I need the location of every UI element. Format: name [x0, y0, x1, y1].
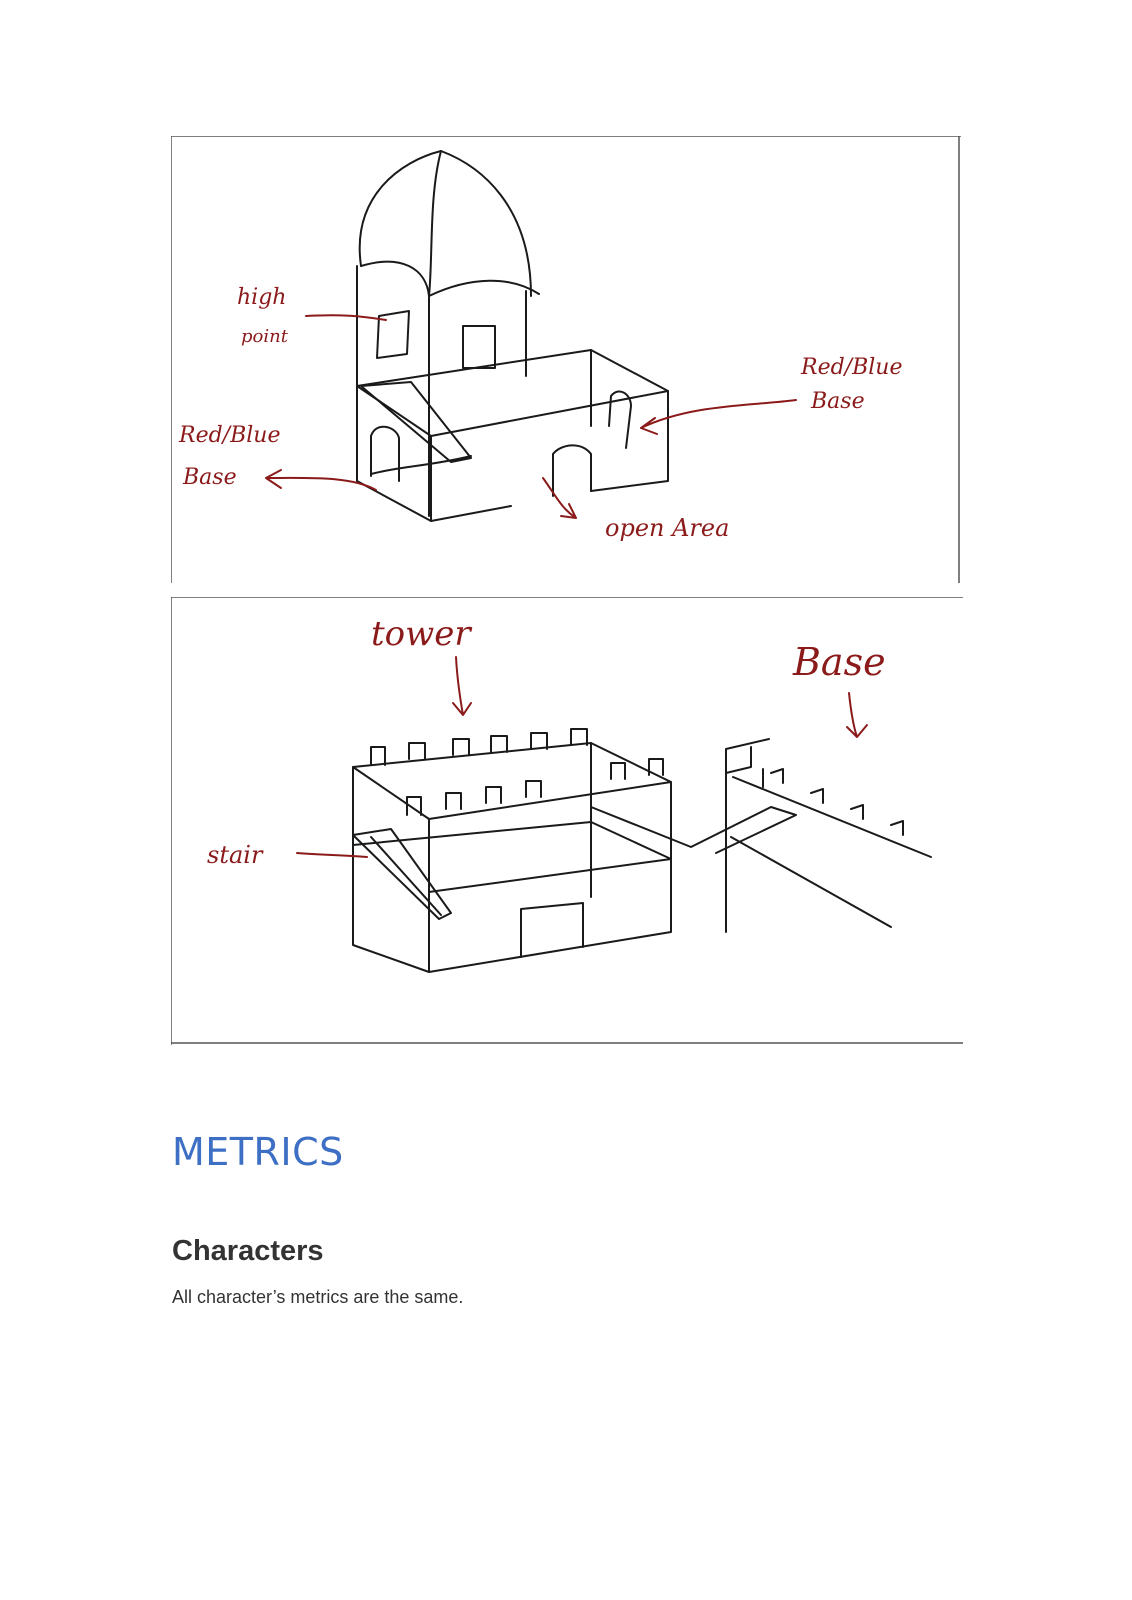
label-high: high	[237, 285, 287, 310]
arrow-right-base	[641, 400, 796, 434]
arrow-tower	[453, 657, 471, 715]
base-post	[726, 739, 769, 932]
dome-outline	[360, 151, 531, 296]
sketch-tower-base-figure	[171, 597, 963, 1045]
label-point: point	[241, 326, 288, 347]
dome-base	[361, 262, 539, 296]
tower-crenellations-front	[407, 759, 663, 815]
tower-walls	[357, 266, 526, 516]
arrow-stair	[297, 853, 367, 857]
label-left-base-team: Red/Blue	[179, 423, 281, 448]
base-walls	[357, 350, 668, 521]
ground-line	[371, 456, 471, 474]
sketch-high-point-drawing	[171, 136, 961, 583]
stair-ramp	[361, 382, 471, 462]
tower-top	[353, 743, 671, 819]
dome-rib	[429, 151, 441, 296]
arrow-high-point	[306, 315, 386, 320]
subsection-title: Characters	[172, 1235, 324, 1267]
label-base: Base	[793, 640, 886, 684]
stair-ramp	[353, 829, 451, 919]
label-right-base-team: Red/Blue	[801, 355, 903, 380]
arrow-base	[847, 693, 867, 737]
label-tower: tower	[371, 614, 471, 654]
tower-window-right	[463, 326, 495, 368]
base-wall-crenellations	[731, 769, 931, 927]
bridge-walkway	[591, 807, 796, 853]
tower-window-left	[377, 311, 409, 358]
label-right-base: Base	[811, 389, 865, 414]
body-paragraph: All character’s metrics are the same.	[172, 1287, 464, 1307]
sketch-high-point-figure	[171, 136, 961, 583]
base-front	[431, 436, 591, 521]
arrow-left-base	[266, 470, 376, 490]
tower-walls	[353, 743, 671, 972]
label-left-base: Base	[183, 465, 237, 490]
arrow-open-area	[543, 478, 576, 518]
section-title: METRICS	[172, 1130, 344, 1174]
sketch-tower-base-drawing	[171, 597, 963, 1045]
label-stair: stair	[207, 841, 263, 869]
label-open-area: open Area	[605, 514, 730, 542]
